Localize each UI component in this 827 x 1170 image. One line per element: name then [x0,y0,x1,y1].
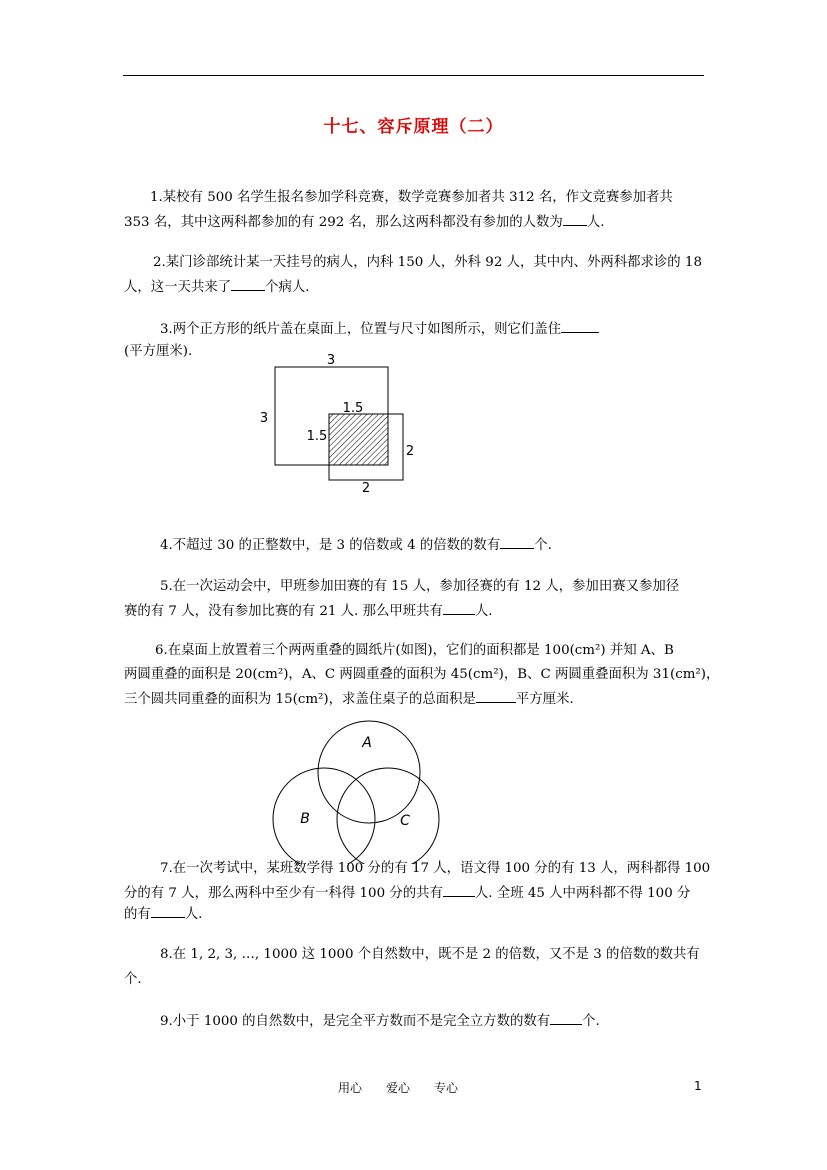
page-title: 十七、容斥原理（二） [323,117,504,137]
problem-6-line-1: 6.在桌面上放置着三个两两重叠的圆纸片(如图)，它们的面积都是 100(cm²) 并知 A、B [155,643,674,658]
problem-5-line-1: 5.在一次运动会中，甲班参加田赛的有 15 人，参加径赛的有 12 人，参加田赛又参加径 [160,579,680,594]
answer-blank[interactable] [563,213,587,226]
problem-4-line [160,536,552,555]
label-small-right: 2 [405,444,415,459]
overlap-region [329,414,388,465]
label-overlap-top: 1.5 [342,401,364,416]
answer-blank[interactable] [231,278,265,291]
problem-5-text: 赛的有 7 人，没有参加比赛的有 21 人. 那么甲班共有 [124,604,443,619]
circle-b [273,768,375,864]
problem-6-tail: 平方厘米. [515,692,574,707]
problem-8-line-1: 8.在 1, 2, 3, …, 1000 这 1000 个自然数中，既不是 2 的倍数，又不是 3 的倍数的数共有 [160,947,700,962]
problem-6-line-3 [124,690,574,709]
answer-blank[interactable] [500,536,534,549]
problem-7-line-3 [124,905,202,924]
problem-7-text-2: 的有 [124,907,151,922]
problem-1-text: 353 名，其中这两科都参加的有 292 名，那么这两科都没有参加的人数为 [124,215,563,230]
answer-blank[interactable] [550,1012,582,1025]
problem-3-text: 3.两个正方形的纸片盖在桌面上，位置与尺寸如图所示，则它们盖住 [160,322,562,337]
problem-7-line-1: 7.在一次考试中，某班数学得 100 分的有 17 人，语文得 100 分的有 13 人，两科都得 100 [160,861,711,876]
problem-9-text: 9.小于 1000 的自然数中，是完全平方数而不是完全立方数的数有 [160,1014,551,1029]
problem-2-line-1: 2.某门诊部统计某一天挂号的病人，内科 150 人，外科 92 人，其中内、外两科都求诊的 18 [153,255,702,270]
problem-7-text: 分的有 7 人，那么两科中至少有一科得 100 分的共有 [124,886,443,901]
footer-motto: 用心 爱心 专心 [338,1081,459,1095]
problem-9-tail: 个. [582,1014,600,1029]
problem-4-tail: 个. [534,538,552,553]
answer-blank[interactable] [151,905,185,918]
label-circle-b: B [300,811,310,827]
label-circle-c: C [400,813,410,829]
problem-3-line-2: (平方厘米). [124,344,193,359]
overlapping-squares-figure [250,350,420,500]
problem-7-tail: 人. [184,907,203,922]
problem-3-line-1 [160,320,599,339]
header-rule [123,75,704,76]
label-overlap-left: 1.5 [306,429,328,444]
label-big-top: 3 [326,353,336,368]
problem-8-line-2: 个. [124,972,142,987]
label-circle-a: A [362,735,372,751]
problem-1-line-2 [124,213,604,232]
answer-blank[interactable] [443,602,475,615]
label-big-left: 3 [259,411,269,426]
problem-6-text: 三个圆共同重叠的面积为 15(cm²)，求盖住桌子的总面积是 [124,692,476,707]
problem-1-line-1: 1.某校有 500 名学生报名参加学科竞赛，数学竞赛参加者共 312 名，作文竞赛参加者共 [150,190,673,205]
problem-5-line-2 [124,602,493,621]
label-small-bottom: 2 [361,481,371,496]
problem-7-mid: 人. 全班 45 人中两科都不得 100 分 [474,886,691,901]
circle-c [337,768,439,864]
problem-1-tail: 人. [586,215,605,230]
problem-2-text: 人，这一天共来了 [124,280,232,295]
problem-6-line-2: 两圆重叠的面积是 20(cm²)，A、C 两圆重叠的面积为 45(cm²)，B、C 两圆重叠面积为 31(cm²)， [124,667,720,682]
answer-blank[interactable] [476,690,516,703]
problem-2-line-2 [124,278,310,297]
three-circles-figure [268,712,443,864]
problem-4-text: 4.不超过 30 的正整数中，是 3 的倍数或 4 的倍数的数有 [160,538,501,553]
answer-blank[interactable] [443,884,475,897]
page-number: 1 [694,1079,702,1093]
problem-7-line-2 [124,884,690,903]
answer-blank[interactable] [561,320,599,333]
problem-2-tail: 个病人. [265,280,310,295]
problem-9-line [160,1012,600,1031]
problem-5-tail: 人. [474,604,493,619]
